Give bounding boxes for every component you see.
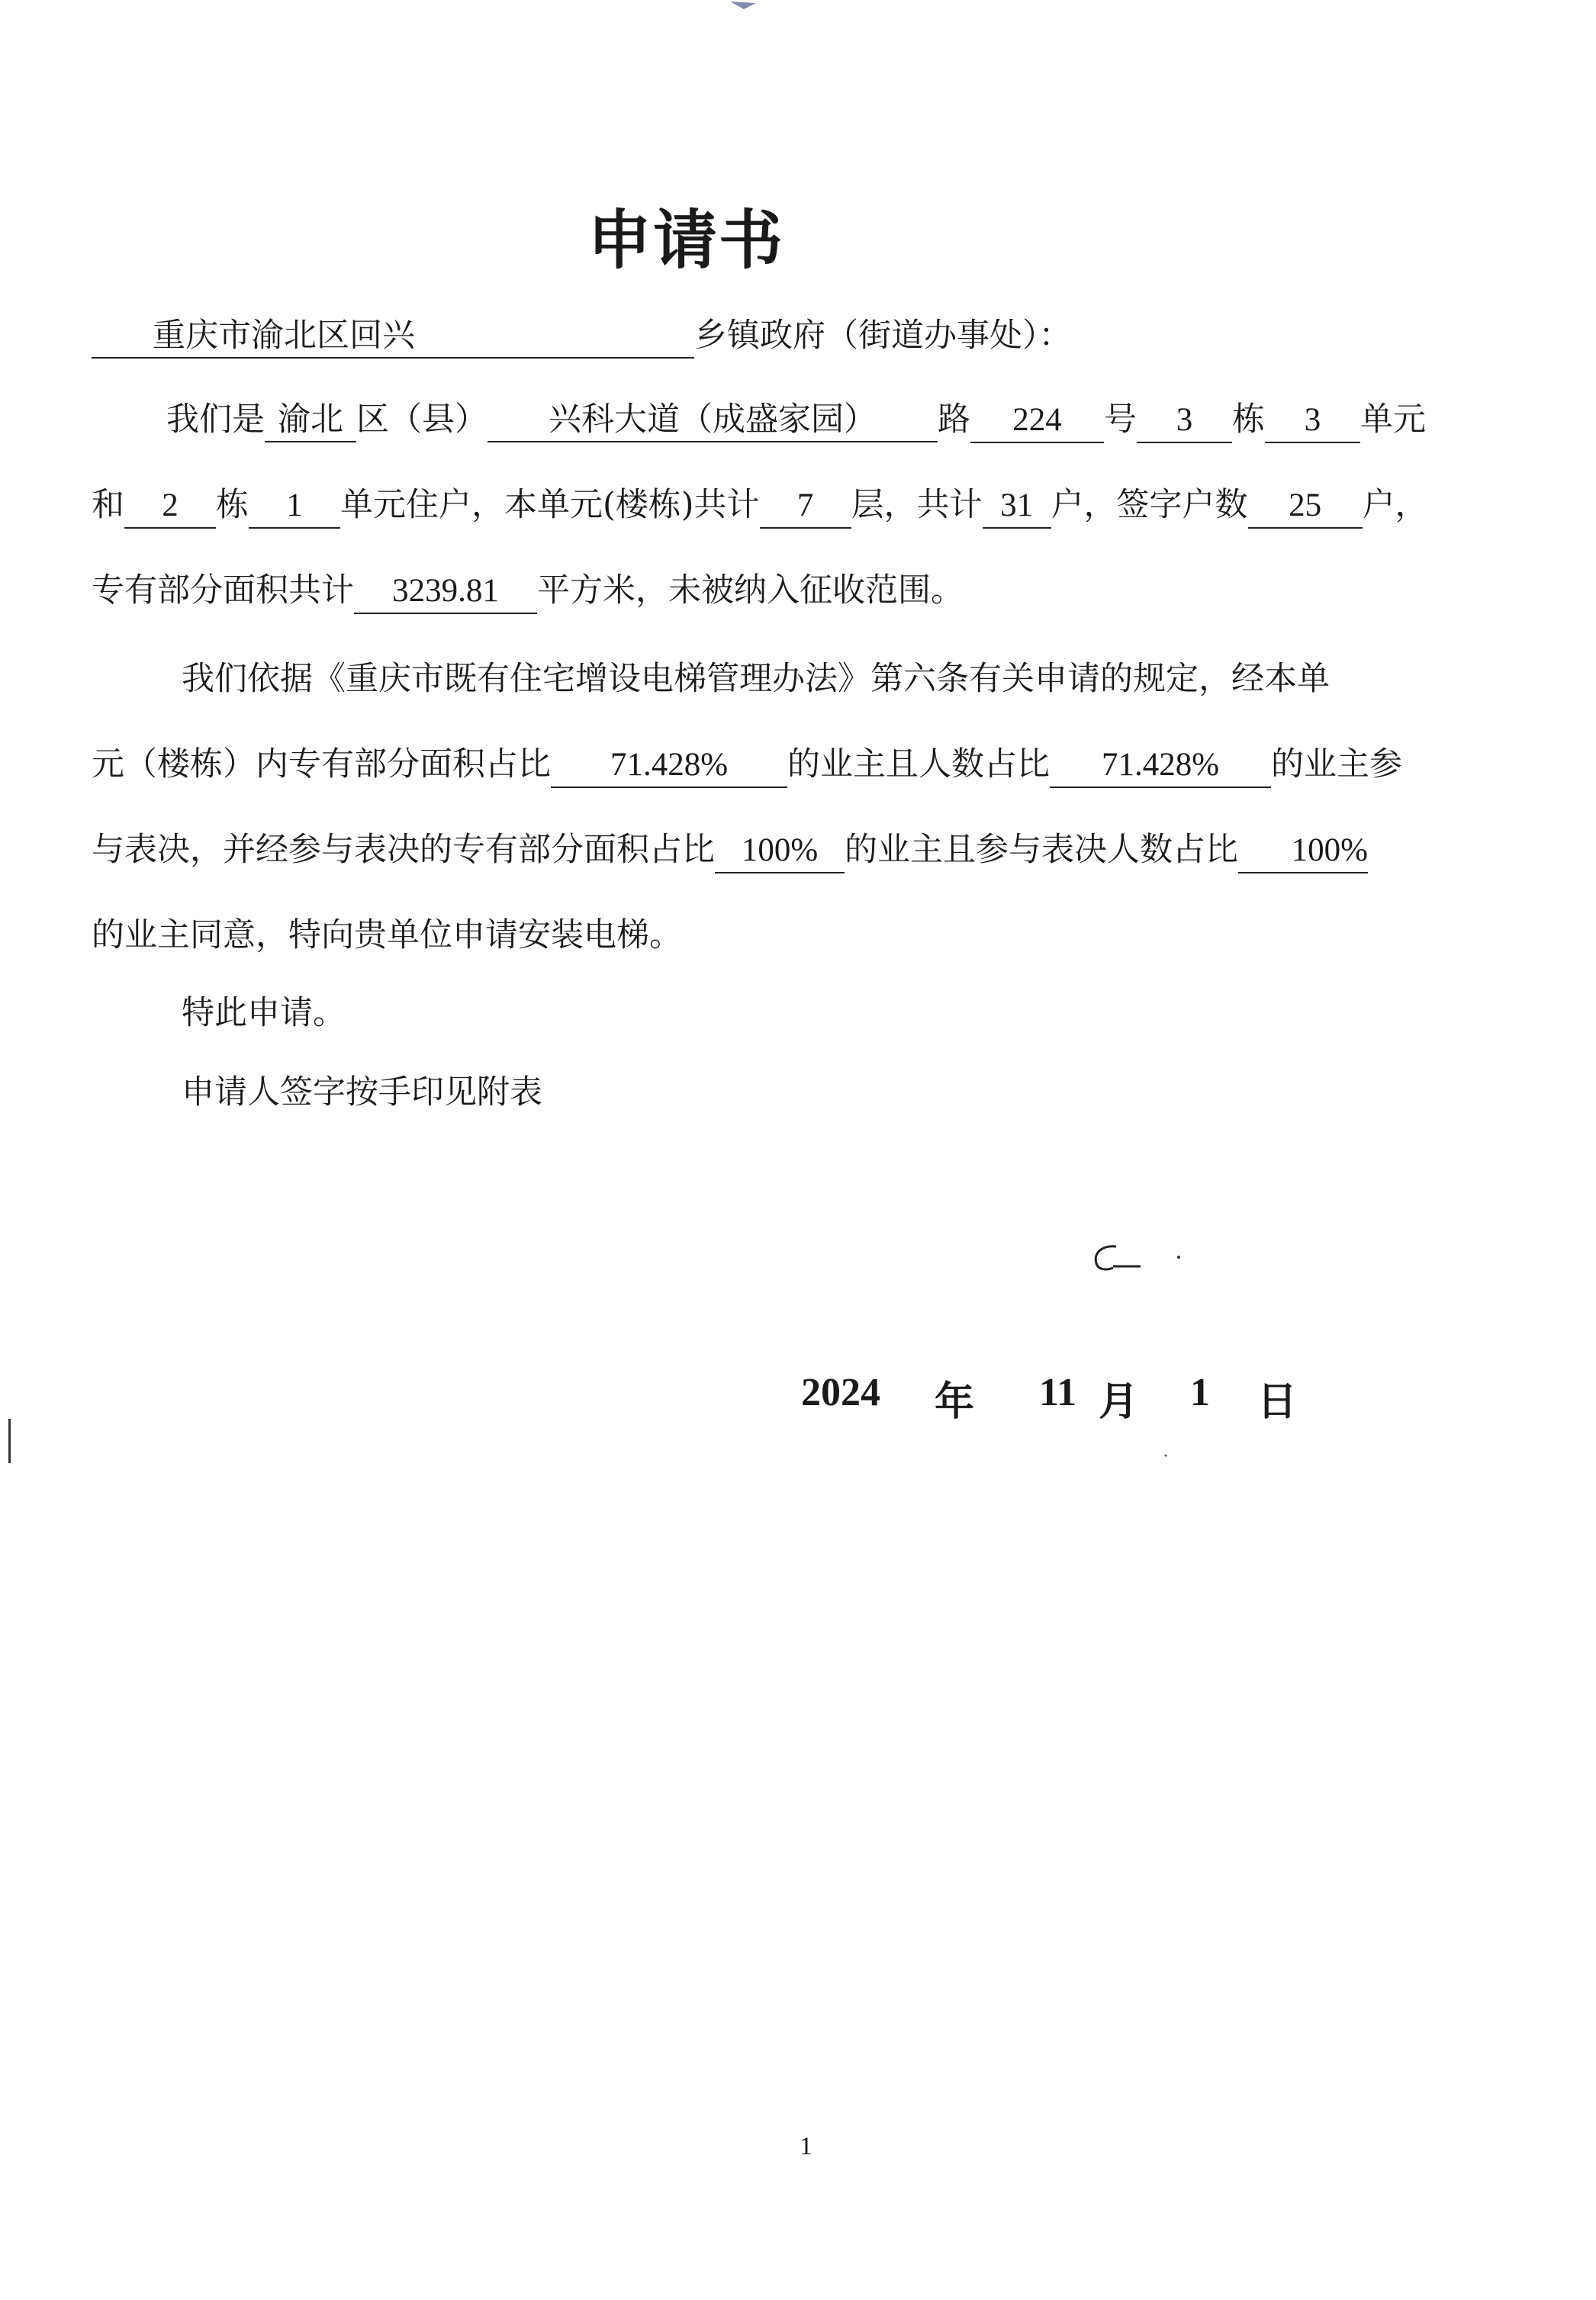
text-segment: 栋 — [216, 486, 249, 524]
text-segment: 号 — [1104, 400, 1137, 439]
date-day-label: 日 — [1257, 1379, 1298, 1425]
floors-field: 7 — [760, 484, 851, 529]
date-month — [1039, 1369, 1076, 1415]
para2-line1: 我们依据《重庆市既有住宅增设电梯管理办法》第六条有关申请的规定，经本单 — [182, 660, 1330, 698]
para1-line3 — [92, 568, 964, 614]
page-number: 1 — [800, 2132, 812, 2160]
people-ratio-field: 71.428% — [1050, 744, 1271, 788]
text-segment: 的业主且参与表决人数占比 — [845, 831, 1238, 869]
month-value: 11 — [1039, 1371, 1077, 1414]
scan-smudge-mark — [729, 0, 759, 11]
text-segment: 和 — [92, 486, 124, 524]
text-segment: 户， — [1362, 486, 1428, 524]
para1-line2 — [92, 482, 1428, 529]
text-segment: 的业主且人数占比 — [787, 745, 1050, 783]
road-field: 兴科大道（成盛家园） — [487, 398, 938, 442]
area-field: 3239.81 — [354, 570, 537, 614]
text-segment: 栋 — [1232, 400, 1265, 439]
addressee-suffix: 乡镇政府（街道办事处）： — [694, 317, 1072, 355]
date-year-label: 年 — [935, 1379, 975, 1425]
building-field: 3 — [1137, 399, 1232, 443]
scan-edge-mark — [8, 1419, 12, 1465]
agree-people-field: 100% — [1238, 829, 1368, 873]
para1-line1 — [166, 397, 1426, 443]
unit-field: 3 — [1265, 399, 1360, 443]
text-segment: 户，签字户数 — [1051, 486, 1248, 524]
date-month-label: 月 — [1099, 1379, 1139, 1425]
page-title: 申请书 — [587, 203, 785, 278]
text-segment: 专有部分面积共计 — [92, 571, 354, 610]
area-ratio-field: 71.428% — [551, 744, 787, 788]
addressee-line — [92, 313, 1072, 359]
households-field: 31 — [983, 484, 1051, 529]
para2-line2 — [92, 741, 1402, 788]
addressee-authority: 重庆市渝北区回兴 — [92, 314, 694, 359]
building2-field: 2 — [124, 484, 216, 529]
para2-line4: 的业主同意，特向贵单位申请安装电梯。 — [92, 916, 682, 954]
signed-households-field: 25 — [1248, 484, 1363, 529]
unit2-field: 1 — [249, 484, 340, 529]
text-segment: 我们是 — [166, 400, 265, 439]
text-segment: 元（楼栋）内专有部分面积占比 — [92, 745, 551, 783]
handwritten-mark — [1087, 1236, 1194, 1282]
house-number-field: 224 — [970, 399, 1104, 443]
year-value: 2024 — [801, 1371, 880, 1414]
date-day — [1190, 1369, 1210, 1415]
para2-line3 — [92, 827, 1368, 873]
closing-text: 特此申请。 — [182, 994, 346, 1032]
text-segment: 区（县） — [356, 400, 487, 439]
scan-dot-mark — [1163, 1453, 1168, 1458]
agree-area-field: 100% — [715, 829, 845, 873]
text-segment: 层，共计 — [851, 486, 983, 524]
district-field: 渝北 — [265, 398, 356, 442]
day-value: 1 — [1190, 1371, 1210, 1414]
text-segment: 单元 — [1360, 400, 1426, 439]
date-year — [801, 1369, 880, 1415]
text-segment: 的业主参 — [1271, 745, 1402, 783]
signature-note: 申请人签字按手印见附表 — [182, 1073, 542, 1111]
text-segment: 单元住户，本单元(楼栋)共计 — [340, 486, 760, 524]
text-segment: 与表决，并经参与表决的专有部分面积占比 — [92, 831, 715, 869]
text-segment: 路 — [938, 400, 970, 439]
text-segment: 平方米，未被纳入征收范围。 — [537, 571, 964, 610]
